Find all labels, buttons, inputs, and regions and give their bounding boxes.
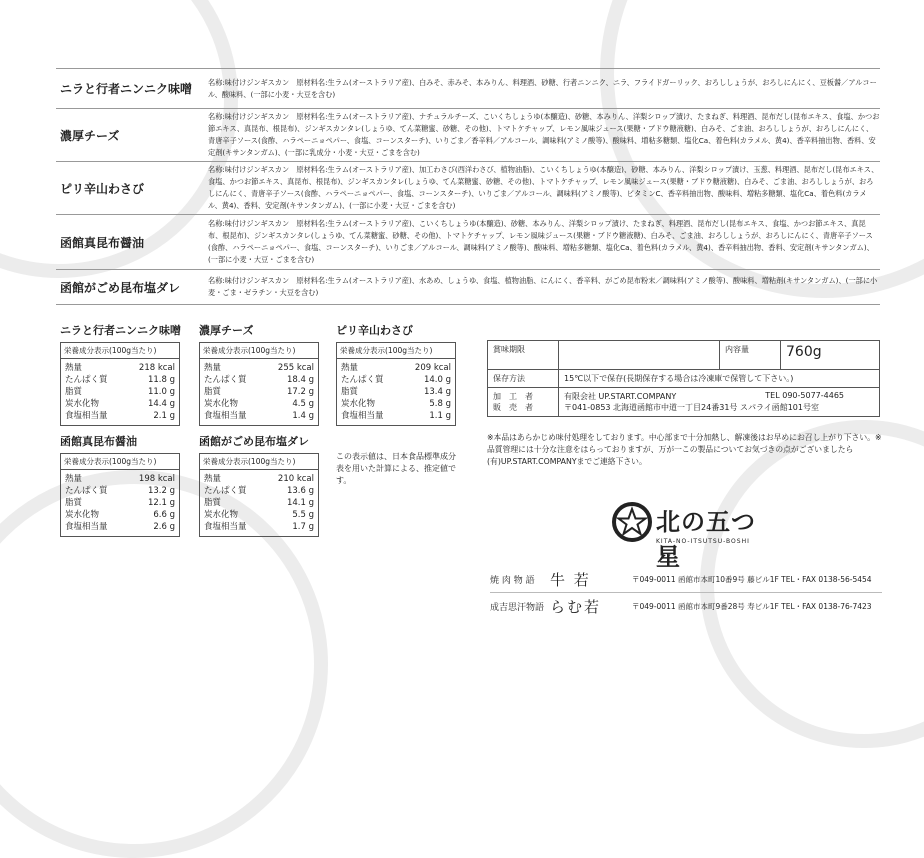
shop-name: 牛 若 [550, 570, 591, 589]
shop-address: 〒049-0011 函館市本町9番28号 寿ビル1F TEL・FAX 0138-76-7423 [632, 601, 872, 611]
nutrition-row: 脂質 13.4 g [341, 387, 451, 397]
shop-name: らむ若 [550, 597, 602, 616]
nutrition-row: たんぱく質 13.6 g [204, 486, 314, 496]
nutrition-block [336, 322, 456, 426]
nutrition-block [199, 322, 319, 426]
ingredient-text: 名称:味付けジンギスカン 原材料名:生ラム(オーストラリア産)、ナチュラルチーズ、こいくちしょうゆ(本醸造)、砂糖、本みりん、洋梨シロップ漬け、たまねぎ、料理酒、昆布だし(昆布エキス、食塩、かつお節エキス、真昆布、根昆布)、ジンギスカンタレ(しょうゆ、てん菜糖蜜、砂糖、その他)、トマトケチャップ、レモン風味ジュース(果糖・ブドウ糖液糖)、白みそ、ごま油、おろししょうが、おろしにんにく、青唐辛子ソース(食酢、ハラペーニョペパー、食塩、コーンスターチ)、いりごま／香辛料／アルコール、調味料(アミノ酸等)、酸味料、増粘多糖類、塩化Ca、着色料(カラメル、黄4)、香辛料抽出物、香料、安定剤(キサンタンガム)、(一部に乳成分・小麦・大豆・ごまを含む) [208, 112, 880, 157]
nutrition-title: ニラと行者ニンニク味噌 [60, 324, 181, 337]
logo-sub: KITA-NO-ITSUTSU-BOSHI [656, 538, 750, 545]
shop-category: 焼 肉 物 語 [490, 575, 535, 586]
maker-company: 有限会社 UP.START.COMPANY [564, 392, 677, 401]
ingredient-name: 濃厚チーズ [60, 128, 120, 143]
nutrition-row: 脂質 12.1 g [65, 498, 175, 508]
ingredient-text: 名称:味付けジンギスカン 原材料名:生ラム(オーストラリア産)、こいくちしょうゆ(本醸造)、砂糖、本みりん、洋梨シロップ漬け、たまねぎ、料理酒、昆布だし(昆布エキス、食塩、かつお節エキス、真昆布、根昆布)、ジンギスカンタレ(しょうゆ、てん菜糖蜜、砂糖、その他)、トマトケチャップ、レモン風味ジュース(果糖・ブドウ糖液糖)、白みそ、ごま油、おろししょうが、おろしにんにく、青唐辛子ソース(食酢、ハラペーニョペパー、食塩、コーンスターチ)、いりごま／アルコール、調味料(アミノ酸等)、酸味料、増粘多糖類、塩化Ca、着色料(カラメル、黄4)、香辛料抽出物、香料、安定剤(キサンタンガム)、(一部に小麦・大豆・ごまを含む) [208, 219, 874, 264]
nutrition-title: 函館がごめ昆布塩ダレ [199, 435, 309, 448]
ingredient-text: 名称:味付けジンギスカン 原材料名:生ラム(オーストラリア産)、加工わさび(西洋わさび、植物油脂)、こいくちしょうゆ(本醸造)、砂糖、本みりん、洋梨シロップ漬け、玉葱、料理酒、昆布だし(昆布エキス、食塩、かつお節エキス、真昆布、根昆布)、ジンギスカンタレ(しょうゆ、てん菜糖蜜、砂糖、その他)、トマトケチャップ、レモン風味ジュース(果糖・ブドウ糖液糖)、白みそ、ごま油、おろししょうが、おろしにんにく、青唐辛子ソース(食酢、ハラペーニョペパー、食塩、コーンスターチ)、いりごま／アルコール、調味料(アミノ酸等)、ビタミンC、香辛料抽出物、酸味料、増粘多糖類、塩化Ca、着色料(カラメル、黄4)、香料、安定剤(キサンタンガム)、(一部に小麦・大豆・ごまを含む) [208, 165, 879, 210]
nutrition-row: 熱量 198 kcal [65, 474, 175, 484]
maker-address: 〒041-0853 北海道函館市中道一丁目24番31号 スパライ函館101号室 [564, 403, 819, 412]
nutrition-row: 熱量 255 kcal [204, 363, 314, 373]
ingredient-row [56, 162, 880, 215]
shop-category: 成吉思汗物語 [490, 602, 545, 613]
maker-tel: TEL 090-5077-4465 [765, 391, 844, 400]
ingredients-table [56, 68, 880, 305]
ingredient-row [56, 215, 880, 270]
expiry-label: 賞味期限 [488, 341, 559, 369]
nutrition-row: 食塩相当量 1.7 g [204, 522, 314, 532]
ingredient-row [56, 109, 880, 162]
storage-value: 15℃以下で保存(長期保存する場合は冷凍庫で保管して下さい。) [564, 374, 794, 383]
logo-name: 北の五つ星 [656, 508, 756, 571]
nutrition-table [199, 342, 319, 426]
weight-label: 内容量 [720, 341, 781, 369]
nutrition-block [199, 433, 319, 537]
maker-label: 加 工 者 販 売 者 [488, 388, 559, 416]
nutrition-header: 栄養成分表示(100g当たり) [337, 343, 455, 359]
nutrition-row: 脂質 17.2 g [204, 387, 314, 397]
shop-row [490, 566, 882, 593]
ingredient-name: 函館がごめ昆布塩ダレ [60, 280, 181, 295]
nutrition-row: たんぱく質 14.0 g [341, 375, 451, 385]
nutrition-row: 熱量 218 kcal [65, 363, 175, 373]
shop-row [490, 593, 882, 619]
ingredient-text: 名称:味付けジンギスカン 原材料名:生ラム(オーストラリア産)、水あめ、しょうゆ、食塩、植物油脂、にんにく、香辛料、がごめ昆布粉末／調味料(アミノ酸等)、酸味料、増粘剤(キサンタンガム)、(一部に小麦・ごま・ゼラチン・大豆を含む) [208, 276, 878, 297]
nutrition-row: 炭水化物 14.4 g [65, 399, 175, 409]
nutrition-row: 熱量 210 kcal [204, 474, 314, 484]
ingredient-row [56, 68, 880, 109]
nutrition-row: たんぱく質 18.4 g [204, 375, 314, 385]
nutrition-table [199, 453, 319, 537]
nutrition-header: 栄養成分表示(100g当たり) [200, 454, 318, 470]
storage-label: 保存方法 [488, 370, 559, 387]
nutrition-row: 炭水化物 6.6 g [65, 510, 175, 520]
product-info-box [487, 340, 880, 417]
nutrition-row: 食塩相当量 2.6 g [65, 522, 175, 532]
nutrition-row: たんぱく質 13.2 g [65, 486, 175, 496]
ingredient-text: 名称:味付けジンギスカン 原材料名:生ラム(オーストラリア産)、白みそ、赤みそ、本みりん、料理酒、砂糖、行者ニンニク、ニラ、フライドガーリック、おろししょうが、おろしにんにく、豆板醤／アルコール、酸味料、(一部に小麦・大豆を含む) [208, 77, 877, 99]
ingredient-row [56, 270, 880, 305]
nutrition-title: ピリ辛山わさび [336, 324, 413, 337]
nutrition-block [60, 433, 180, 537]
nutrition-table [336, 342, 456, 426]
nutrition-row: 炭水化物 4.5 g [204, 399, 314, 409]
nutrition-header: 栄養成分表示(100g当たり) [61, 454, 179, 470]
nutrition-block [60, 322, 181, 426]
shop-address: 〒049-0011 函館市本町10番9号 藤ビル1F TEL・FAX 0138-56-5454 [632, 574, 872, 584]
nutrition-row: 脂質 14.1 g [204, 498, 314, 508]
ingredient-name: ピリ辛山わさび [60, 181, 145, 196]
nutrition-note: この表示値は、日本食品標準成分表を用いた計算による、推定値です。 [336, 452, 456, 485]
nutrition-header: 栄養成分表示(100g当たり) [61, 343, 179, 359]
nutrition-table [60, 453, 180, 537]
nutrition-row: 食塩相当量 1.4 g [204, 411, 314, 421]
nutrition-table [60, 342, 180, 426]
shop-list [490, 566, 882, 619]
nutrition-row: 脂質 11.0 g [65, 387, 175, 397]
nutrition-row: 食塩相当量 2.1 g [65, 411, 175, 421]
ingredient-name: 函館真昆布醤油 [60, 235, 145, 250]
weight-value: 760g [786, 344, 822, 360]
nutrition-header: 栄養成分表示(100g当たり) [200, 343, 318, 359]
notice-text: ※本品はあらかじめ味付処理をしております。中心部まで十分加熱し、解凍後はお早めにお召し上がり下さい。※品質管理には十分な注意をはらっておりますが、万が一この製品についてお気づきの点がございましたら(有)UP.START.COMPANYまでご連絡下さい。 [487, 433, 882, 466]
nutrition-title: 函館真昆布醤油 [60, 435, 137, 448]
ingredient-name: ニラと行者ニンニク味噌 [60, 82, 193, 96]
nutrition-row: 熱量 209 kcal [341, 363, 451, 373]
nutrition-title: 濃厚チーズ [199, 324, 254, 337]
nutrition-row: 炭水化物 5.5 g [204, 510, 314, 520]
nutrition-row: 炭水化物 5.8 g [341, 399, 451, 409]
nutrition-row: たんぱく質 11.8 g [65, 375, 175, 385]
nutrition-row: 食塩相当量 1.1 g [341, 411, 451, 421]
brand-logo [610, 500, 760, 571]
